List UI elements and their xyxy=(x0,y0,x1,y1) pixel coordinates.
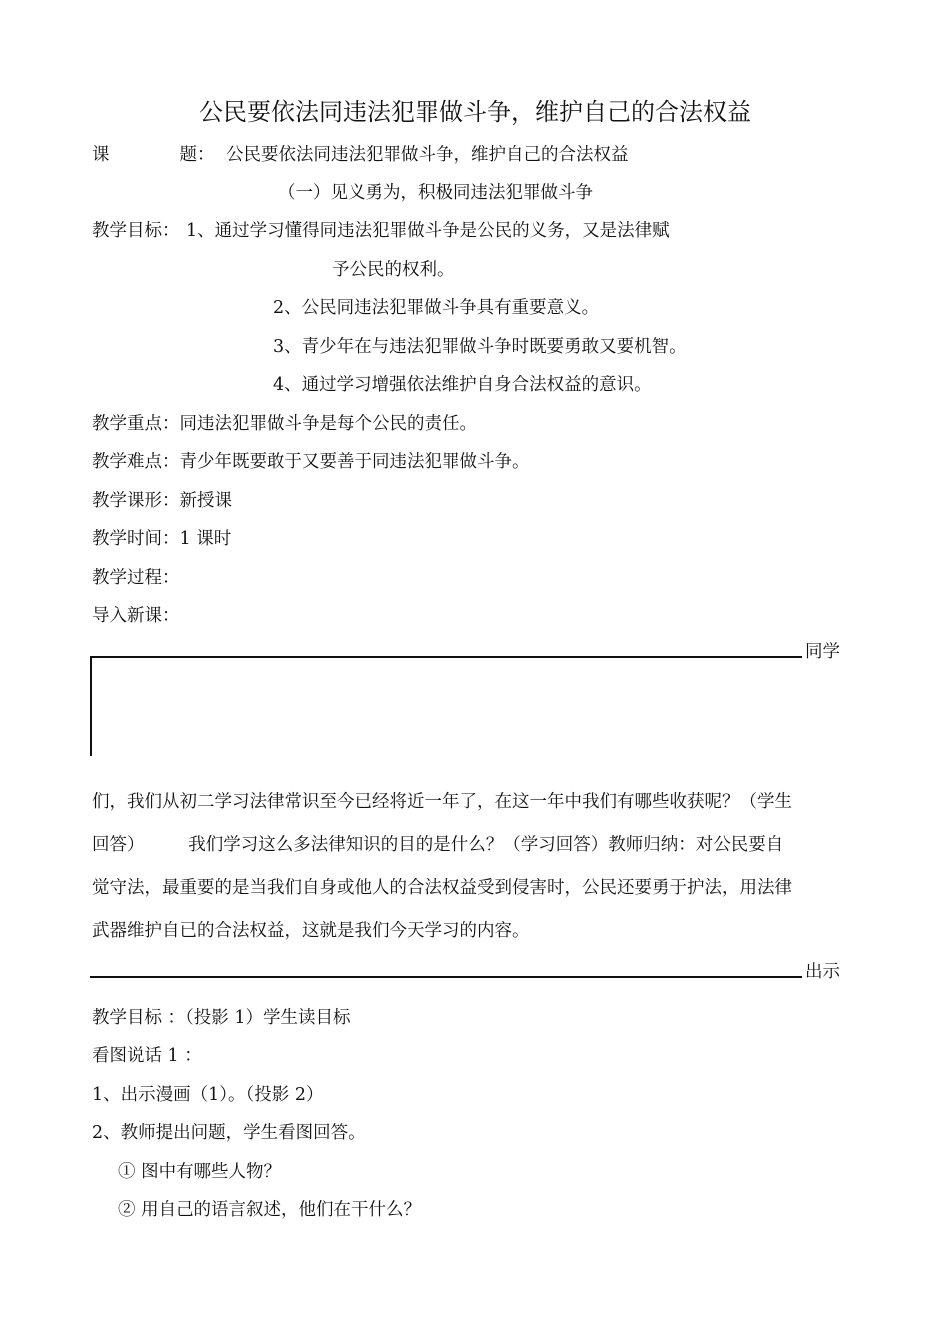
document-title: 公民要依法同违法犯罪做斗争，维护自己的合法权益 xyxy=(199,98,751,126)
topic-label: 课 题： xyxy=(92,145,215,165)
step-1: 1、出示漫画（1）。（投影 2） xyxy=(92,1085,324,1105)
blank-line-top xyxy=(90,656,802,658)
paragraph-line-3: 觉守法，最重要的是当我们自身或他人的合法权益受到侵害时，公民还要勇于护法，用法律 xyxy=(92,878,792,898)
blank-line-left xyxy=(90,656,92,756)
goal-item-1-cont: 予公民的权利。 xyxy=(332,260,455,280)
paragraph-line-2: 回答） 我们学习这么多法律知识的目的是什么？（学习回答）教师归纳：对公民要自 xyxy=(92,835,784,855)
lesson-time: 教学时间：1 课时 xyxy=(92,529,232,549)
intro-label: 导入新课： xyxy=(92,606,180,626)
paragraph-line-1: 们，我们从初二学习法律常识至今已经将近一年了，在这一年中我们有哪些收获呢？（学生 xyxy=(92,792,792,812)
step-2: 2、教师提出问题，学生看图回答。 xyxy=(92,1123,366,1143)
goals-label: 教学目标： xyxy=(92,221,180,241)
process-label: 教学过程： xyxy=(92,568,180,588)
difficulty: 教学难点：青少年既要敢于又要善于同违法犯罪做斗争。 xyxy=(92,452,530,472)
goal-item-4: 4、通过学习增强依法维护自身合法权益的意识。 xyxy=(273,375,652,395)
divider-line xyxy=(90,976,802,978)
question-2: ② 用自己的语言叙述，他们在干什么？ xyxy=(118,1200,422,1220)
lesson-type: 教学课形：新授课 xyxy=(92,491,232,511)
paragraph-line-4: 武器维护自已的合法权益，这就是我们今天学习的内容。 xyxy=(92,921,530,941)
key-point: 教学重点：同违法犯罪做斗争是每个公民的责任。 xyxy=(92,414,477,434)
goal-item-2: 2、公民同违法犯罪做斗争具有重要意义。 xyxy=(273,298,600,318)
topic-subtitle: （一）见义勇为，积极同违法犯罪做斗争 xyxy=(278,183,593,203)
margin-tag-show: 出示 xyxy=(805,962,840,982)
goal-item-1: 1、通过学习懂得同违法犯罪做斗争是公民的义务，又是法律赋 xyxy=(186,221,670,241)
margin-tag-classmates: 同学 xyxy=(805,642,840,662)
topic-text: 公民要依法同违法犯罪做斗争，维护自己的合法权益 xyxy=(226,145,629,165)
look-talk-label: 看图说话 1 ： xyxy=(92,1046,202,1066)
question-1: ① 图中有哪些人物？ xyxy=(118,1162,282,1182)
show-goals: 教学目标 ：（投影 1）学生读目标 xyxy=(92,1008,351,1028)
goal-item-3: 3、青少年在与违法犯罪做斗争时既要勇敢又要机智。 xyxy=(273,337,687,357)
